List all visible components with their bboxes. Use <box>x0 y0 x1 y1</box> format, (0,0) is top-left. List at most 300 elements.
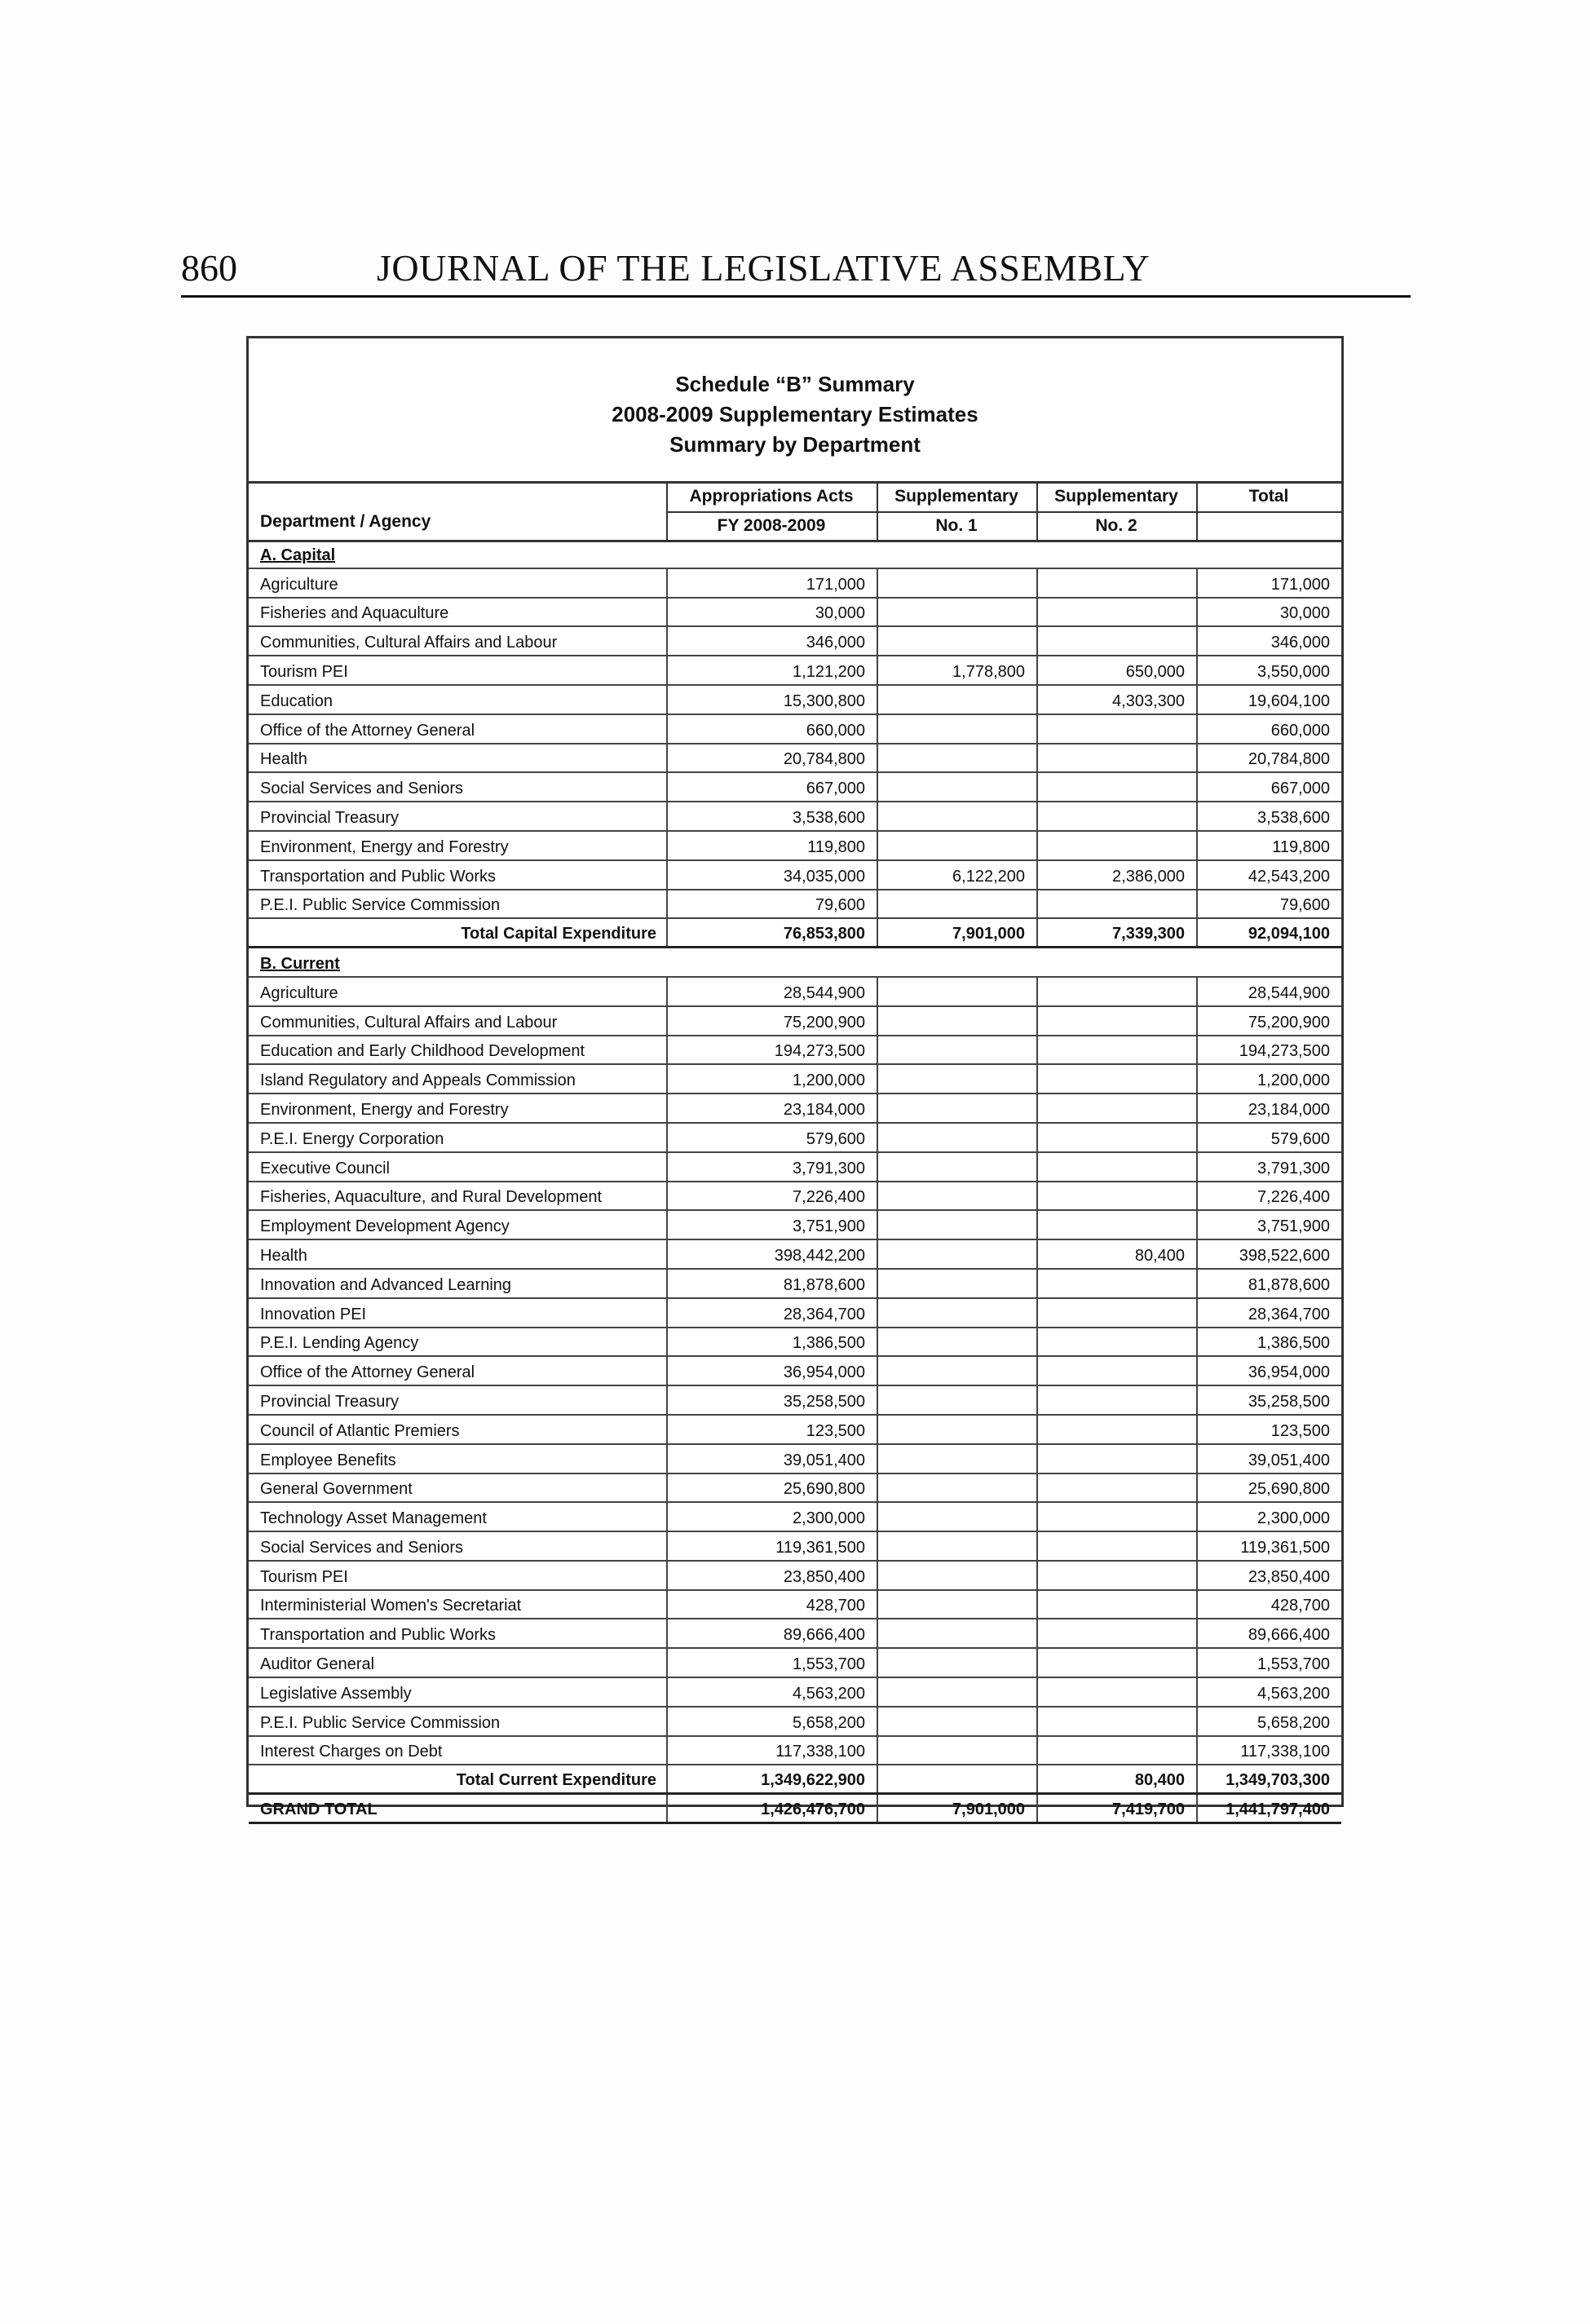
supplementary-1-value: 7,901,000 <box>952 925 1025 943</box>
section-heading-row <box>249 540 1341 569</box>
supplementary-2-value-cell <box>1036 1328 1196 1356</box>
supplementary-1-value-cell <box>877 1474 1036 1502</box>
column-header-line: Appropriations Acts <box>689 487 854 506</box>
total-value: 3,751,900 <box>1257 1217 1330 1236</box>
supplementary-2-value-cell <box>1036 1270 1196 1297</box>
appropriation-value: 28,544,900 <box>783 983 865 1002</box>
appropriation-value: 1,349,622,900 <box>761 1771 865 1790</box>
appropriation-value: 7,226,400 <box>793 1188 865 1207</box>
appropriation-value: 5,658,200 <box>793 1713 865 1732</box>
department-name: Provincial Treasury <box>260 1392 400 1411</box>
table-row <box>249 1065 1341 1094</box>
total-value-cell <box>1196 1591 1341 1619</box>
department-name: Office of the Attorney General <box>260 1363 475 1382</box>
total-value-cell <box>1196 686 1341 714</box>
supplementary-1-value-cell <box>877 1532 1036 1560</box>
column-header-supplementary-2 <box>1036 487 1196 537</box>
table-row <box>249 1357 1341 1386</box>
section-heading-row <box>249 948 1341 978</box>
total-value: 23,850,400 <box>1248 1567 1330 1586</box>
appropriation-value: 30,000 <box>815 604 865 623</box>
appropriation-value: 398,442,200 <box>774 1246 865 1265</box>
supplementary-2-value-cell <box>1036 890 1196 918</box>
supplementary-2-value-cell <box>1036 1445 1196 1473</box>
total-value-cell <box>1196 1124 1341 1151</box>
department-name: Auditor General <box>260 1655 375 1674</box>
supplementary-2-value: 80,400 <box>1134 1771 1185 1790</box>
appropriation-value-cell <box>666 1328 877 1356</box>
total-value-cell <box>1196 948 1341 976</box>
appropriation-value-cell <box>666 656 877 684</box>
subtotal-row <box>249 919 1341 948</box>
total-value-cell <box>1196 861 1341 889</box>
total-value: 4,563,200 <box>1257 1684 1330 1703</box>
appropriation-value: 35,258,500 <box>783 1392 865 1411</box>
table-row <box>249 1445 1341 1474</box>
supplementary-2-value-cell <box>1036 1737 1196 1765</box>
total-value: 579,600 <box>1270 1129 1330 1148</box>
supplementary-1-value-cell <box>877 1619 1036 1647</box>
total-value: 35,258,500 <box>1248 1392 1330 1411</box>
total-value-cell <box>1196 773 1341 801</box>
appropriation-value-cell <box>666 773 877 801</box>
subtotal-row <box>249 1765 1341 1795</box>
supplementary-1-value-cell <box>877 861 1036 889</box>
supplementary-1-value-cell <box>877 1211 1036 1239</box>
schedule-table <box>246 336 1344 1819</box>
department-name: Provincial Treasury <box>260 808 400 827</box>
department-name: Employee Benefits <box>260 1451 396 1469</box>
supplementary-2-value-cell <box>1036 1416 1196 1443</box>
supplementary-1-value-cell <box>877 599 1036 626</box>
supplementary-2-value-cell <box>1036 773 1196 801</box>
appropriation-value-cell <box>666 1094 877 1122</box>
supplementary-2-value-cell <box>1036 1474 1196 1502</box>
appropriation-value-cell <box>666 1619 877 1647</box>
total-value: 667,000 <box>1270 780 1330 798</box>
total-value: 28,544,900 <box>1248 983 1330 1002</box>
supplementary-2-value: 7,419,700 <box>1112 1800 1185 1819</box>
appropriation-value-cell <box>666 1124 877 1151</box>
total-value: 7,226,400 <box>1257 1188 1330 1207</box>
supplementary-2-value-cell <box>1036 686 1196 714</box>
department-name: P.E.I. Lending Agency <box>260 1334 419 1353</box>
table-row <box>249 1562 1341 1591</box>
appropriation-value: 3,791,300 <box>793 1159 865 1177</box>
supplementary-2-value-cell <box>1036 1065 1196 1093</box>
appropriation-value: 75,200,900 <box>783 1013 865 1032</box>
supplementary-1-value-cell <box>877 1124 1036 1151</box>
supplementary-2-value-cell <box>1036 1094 1196 1122</box>
schedule-title-line: Summary by Department <box>669 432 921 457</box>
department-name: Environment, Energy and Forestry <box>260 1100 509 1119</box>
table-row <box>249 715 1341 744</box>
department-name: Agriculture <box>260 983 338 1002</box>
supplementary-2-value-cell <box>1036 1240 1196 1268</box>
table-row <box>249 1737 1341 1766</box>
supplementary-2-value-cell <box>1036 1562 1196 1589</box>
column-header-appropriations <box>666 487 877 537</box>
department-name: Island Regulatory and Appeals Commission <box>260 1071 576 1090</box>
appropriation-value: 23,184,000 <box>783 1100 865 1119</box>
table-row <box>249 1619 1341 1649</box>
total-value-cell <box>1196 1386 1341 1414</box>
supplementary-1-value-cell <box>877 686 1036 714</box>
supplementary-2-value-cell <box>1036 1124 1196 1151</box>
appropriation-value: 28,364,700 <box>783 1305 865 1323</box>
supplementary-1-value-cell <box>877 978 1036 1005</box>
supplementary-2-value: 7,339,300 <box>1112 925 1185 943</box>
total-value: 20,784,800 <box>1248 750 1330 769</box>
department-name: Technology Asset Management <box>260 1509 487 1528</box>
total-value: 428,700 <box>1270 1597 1330 1615</box>
total-value-cell <box>1196 656 1341 684</box>
total-value-cell <box>1196 1240 1341 1268</box>
appropriation-value: 579,600 <box>806 1129 865 1148</box>
total-value-cell <box>1196 1532 1341 1560</box>
supplementary-2-value-cell <box>1036 1619 1196 1647</box>
total-value: 79,600 <box>1279 896 1330 915</box>
table-row <box>249 1678 1341 1708</box>
table-row <box>249 773 1341 802</box>
supplementary-2-value-cell <box>1036 599 1196 626</box>
column-header-line: Supplementary <box>894 487 1018 506</box>
supplementary-1-value-cell <box>877 1065 1036 1093</box>
table-row <box>249 1708 1341 1737</box>
appropriation-value-cell <box>666 1532 877 1560</box>
supplementary-1-value-cell <box>877 656 1036 684</box>
supplementary-1-value-cell <box>877 1357 1036 1385</box>
appropriation-value-cell <box>666 1270 877 1297</box>
appropriation-value-cell <box>666 890 877 918</box>
total-value: 1,441,797,400 <box>1226 1800 1330 1819</box>
total-value: 119,800 <box>1272 837 1330 856</box>
total-value: 25,690,800 <box>1248 1480 1330 1499</box>
department-name: General Government <box>260 1480 413 1499</box>
department-name: Social Services and Seniors <box>260 1538 464 1557</box>
supplementary-1-value-cell <box>877 1240 1036 1268</box>
supplementary-1-value-cell <box>877 1270 1036 1297</box>
department-name: P.E.I. Energy Corporation <box>260 1129 444 1148</box>
appropriation-value-cell <box>666 1474 877 1502</box>
table-row <box>249 1386 1341 1416</box>
supplementary-1-value-cell <box>877 744 1036 772</box>
table-row <box>249 1007 1341 1036</box>
table-row <box>249 599 1341 628</box>
total-value: 3,550,000 <box>1257 662 1330 681</box>
appropriation-value-cell <box>666 919 877 946</box>
appropriation-value: 1,121,200 <box>793 662 865 681</box>
department-name: Innovation and Advanced Learning <box>260 1275 512 1294</box>
appropriation-value: 15,300,800 <box>783 691 865 710</box>
department-name: Communities, Cultural Affairs and Labour <box>260 1013 558 1032</box>
table-row <box>249 1532 1341 1562</box>
total-value: 36,954,000 <box>1248 1363 1330 1382</box>
appropriation-value-cell <box>666 1678 877 1706</box>
table-row <box>249 1036 1341 1066</box>
supplementary-1-value-cell <box>877 1708 1036 1735</box>
total-value-cell <box>1196 1036 1341 1064</box>
supplementary-2-value-cell <box>1036 1795 1196 1822</box>
department-name: P.E.I. Public Service Commission <box>260 896 501 915</box>
supplementary-1-value-cell <box>877 1386 1036 1414</box>
supplementary-2-value-cell <box>1036 656 1196 684</box>
total-value-cell <box>1196 1474 1341 1502</box>
total-value-cell <box>1196 1416 1341 1443</box>
total-value: 89,666,400 <box>1248 1626 1330 1645</box>
department-name: Health <box>260 750 307 769</box>
appropriation-value: 76,853,800 <box>783 925 865 943</box>
total-value-cell <box>1196 1211 1341 1239</box>
supplementary-2-value-cell <box>1036 627 1196 655</box>
appropriation-value: 123,500 <box>806 1421 865 1440</box>
total-value-cell <box>1196 1328 1341 1356</box>
supplementary-2-value-cell <box>1036 1357 1196 1385</box>
total-value-cell <box>1196 919 1341 946</box>
supplementary-2-value-cell <box>1036 1765 1196 1792</box>
table-row <box>249 1299 1341 1328</box>
schedule-title-line: 2008-2009 Supplementary Estimates <box>612 402 978 426</box>
department-name: Environment, Energy and Forestry <box>260 837 509 856</box>
supplementary-1-value-cell <box>877 890 1036 918</box>
total-value-cell <box>1196 599 1341 626</box>
total-value: 119,361,500 <box>1240 1538 1330 1557</box>
table-row <box>249 890 1341 920</box>
total-value: 2,300,000 <box>1257 1509 1330 1528</box>
total-value: 19,604,100 <box>1248 691 1330 710</box>
supplementary-2-value-cell <box>1036 1532 1196 1560</box>
supplementary-2-value-cell <box>1036 832 1196 859</box>
appropriation-value-cell <box>666 599 877 626</box>
total-value: 23,184,000 <box>1248 1100 1330 1119</box>
appropriation-value-cell <box>666 948 877 976</box>
department-name: Fisheries and Aquaculture <box>260 604 449 623</box>
supplementary-1-value-cell <box>877 802 1036 830</box>
appropriation-value: 660,000 <box>806 721 865 740</box>
appropriation-value: 3,538,600 <box>793 808 865 827</box>
supplementary-2-value-cell <box>1036 1386 1196 1414</box>
total-value-cell <box>1196 1708 1341 1735</box>
appropriation-value: 117,338,100 <box>775 1743 865 1761</box>
table-row <box>249 1416 1341 1445</box>
supplementary-2-value-cell <box>1036 1007 1196 1035</box>
appropriation-value: 1,553,700 <box>793 1655 865 1674</box>
total-value-cell <box>1196 1795 1341 1822</box>
total-value: 660,000 <box>1270 721 1330 740</box>
total-value-cell <box>1196 1065 1341 1093</box>
table-row <box>249 569 1341 599</box>
appropriation-value-cell <box>666 1445 877 1473</box>
appropriation-value-cell <box>666 832 877 859</box>
supplementary-1-value-cell <box>877 1445 1036 1473</box>
department-name: Education <box>260 691 333 710</box>
supplementary-1-value-cell <box>877 1299 1036 1327</box>
table-row <box>249 1591 1341 1620</box>
supplementary-2-value-cell <box>1036 919 1196 946</box>
department-name: Legislative Assembly <box>260 1684 412 1703</box>
appropriation-value-cell <box>666 861 877 889</box>
total-value: 1,553,700 <box>1257 1655 1330 1674</box>
appropriation-value: 23,850,400 <box>783 1567 865 1586</box>
appropriation-value-cell <box>666 1708 877 1735</box>
total-value-cell <box>1196 1299 1341 1327</box>
column-header-total <box>1196 487 1341 537</box>
appropriation-value-cell <box>666 744 877 772</box>
table-row <box>249 861 1341 890</box>
appropriation-value: 346,000 <box>806 634 865 652</box>
appropriation-value: 3,751,900 <box>793 1217 865 1236</box>
column-header-line: No. 1 <box>935 516 978 535</box>
total-value-cell <box>1196 1182 1341 1210</box>
total-value: 3,538,600 <box>1257 808 1330 827</box>
table-row <box>249 656 1341 686</box>
appropriation-value: 36,954,000 <box>783 1363 865 1382</box>
department-name: Innovation PEI <box>260 1305 367 1323</box>
department-name: Agriculture <box>260 575 338 594</box>
supplementary-1-value-cell <box>877 948 1036 976</box>
department-name: GRAND TOTAL <box>260 1800 378 1819</box>
total-value: 30,000 <box>1279 604 1330 623</box>
total-value-cell <box>1196 1678 1341 1706</box>
page-number: 860 <box>181 247 237 289</box>
appropriation-value-cell <box>666 686 877 714</box>
schedule-title <box>249 369 1341 460</box>
table-row <box>249 1328 1341 1358</box>
department-name: P.E.I. Public Service Commission <box>260 1713 501 1732</box>
supplementary-1-value-cell <box>877 919 1036 946</box>
appropriation-value-cell <box>666 1795 877 1822</box>
supplementary-1-value-cell <box>877 540 1036 568</box>
supplementary-2-value-cell <box>1036 1299 1196 1327</box>
department-name: Employment Development Agency <box>260 1217 510 1236</box>
total-value-cell <box>1196 540 1341 568</box>
table-row <box>249 1124 1341 1153</box>
total-value-cell <box>1196 802 1341 830</box>
table-row <box>249 1649 1341 1678</box>
total-value: 42,543,200 <box>1248 867 1330 886</box>
total-value-cell <box>1196 1503 1341 1531</box>
appropriation-value-cell <box>666 1007 877 1035</box>
supplementary-2-value-cell <box>1036 948 1196 976</box>
supplementary-2-value-cell <box>1036 1708 1196 1735</box>
table-row <box>249 1211 1341 1240</box>
section-heading: B. Current <box>260 954 340 973</box>
total-value-cell <box>1196 1357 1341 1385</box>
supplementary-1-value-cell <box>877 1795 1036 1822</box>
supplementary-1-value-cell <box>877 569 1036 597</box>
appropriation-value: 2,300,000 <box>793 1509 865 1528</box>
table-row <box>249 978 1341 1007</box>
appropriation-value: 428,700 <box>806 1597 865 1615</box>
header-mid-rule <box>1036 511 1196 513</box>
supplementary-2-value-cell <box>1036 1649 1196 1677</box>
appropriation-value: 20,784,800 <box>783 750 865 769</box>
supplementary-2-value-cell <box>1036 1036 1196 1064</box>
supplementary-2-value-cell <box>1036 1182 1196 1210</box>
appropriation-value-cell <box>666 1765 877 1792</box>
supplementary-1-value-cell <box>877 627 1036 655</box>
table-row <box>249 686 1341 715</box>
supplementary-2-value-cell <box>1036 1503 1196 1531</box>
total-value: 5,658,200 <box>1257 1713 1330 1732</box>
total-value-cell <box>1196 1094 1341 1122</box>
appropriation-value-cell <box>666 1591 877 1619</box>
supplementary-1-value-cell <box>877 1007 1036 1035</box>
journal-title: JOURNAL OF THE LEGISLATIVE ASSEMBLY <box>377 247 1151 289</box>
total-value: 398,522,600 <box>1239 1246 1330 1265</box>
appropriation-value-cell <box>666 1211 877 1239</box>
appropriation-value: 119,361,500 <box>775 1538 865 1557</box>
table-row <box>249 802 1341 832</box>
supplementary-1-value-cell <box>877 1416 1036 1443</box>
header-mid-rule <box>666 511 877 513</box>
column-header-line: Supplementary <box>1054 487 1178 506</box>
appropriation-value: 4,563,200 <box>793 1684 865 1703</box>
supplementary-2-value-cell <box>1036 978 1196 1005</box>
table-row <box>249 1240 1341 1270</box>
header-rule <box>249 481 1341 484</box>
column-header-line: No. 2 <box>1095 516 1137 535</box>
appropriation-value: 1,386,500 <box>793 1334 865 1353</box>
appropriation-value-cell <box>666 1562 877 1589</box>
table-row <box>249 1270 1341 1299</box>
total-value-cell <box>1196 1765 1341 1792</box>
appropriation-value: 667,000 <box>806 780 865 798</box>
table-row <box>249 1094 1341 1124</box>
department-name: Health <box>260 1246 307 1265</box>
department-name: Tourism PEI <box>260 662 348 681</box>
appropriation-value-cell <box>666 1357 877 1385</box>
total-value-cell <box>1196 1649 1341 1677</box>
total-value: 28,364,700 <box>1248 1305 1330 1323</box>
total-value-cell <box>1196 715 1341 743</box>
header-mid-rule <box>877 511 1036 513</box>
supplementary-1-value-cell <box>877 1737 1036 1765</box>
supplementary-1-value-cell <box>877 1562 1036 1589</box>
appropriation-value: 81,878,600 <box>783 1275 865 1294</box>
total-value: 171,000 <box>1270 575 1330 594</box>
supplementary-2-value-cell <box>1036 1591 1196 1619</box>
section-heading: A. Capital <box>260 546 336 564</box>
appropriation-value-cell <box>666 1649 877 1677</box>
supplementary-1-value-cell <box>877 1591 1036 1619</box>
total-value-cell <box>1196 1619 1341 1647</box>
total-value: 1,349,703,300 <box>1226 1771 1330 1790</box>
appropriation-value-cell <box>666 1153 877 1181</box>
total-value: 1,386,500 <box>1257 1334 1330 1353</box>
department-name: Social Services and Seniors <box>260 780 464 798</box>
table-body <box>249 540 1341 1824</box>
total-value-cell <box>1196 1445 1341 1473</box>
supplementary-1-value-cell <box>877 1153 1036 1181</box>
supplementary-2-value-cell <box>1036 802 1196 830</box>
department-name: Total Current Expenditure <box>456 1771 656 1790</box>
table-row <box>249 1182 1341 1212</box>
total-value: 123,500 <box>1270 1421 1330 1440</box>
total-value: 39,051,400 <box>1248 1451 1330 1469</box>
supplementary-2-value: 80,400 <box>1134 1246 1185 1265</box>
supplementary-2-value-cell <box>1036 569 1196 597</box>
appropriation-value-cell <box>666 627 877 655</box>
supplementary-1-value: 1,778,800 <box>952 662 1025 681</box>
appropriation-value: 1,426,476,700 <box>761 1800 865 1819</box>
department-name: Transportation and Public Works <box>260 867 497 886</box>
supplementary-2-value-cell <box>1036 1678 1196 1706</box>
schedule-title-line: Schedule “B” Summary <box>675 372 915 396</box>
supplementary-2-value-cell <box>1036 715 1196 743</box>
department-name: Tourism PEI <box>260 1567 348 1586</box>
appropriation-value-cell <box>666 1182 877 1210</box>
